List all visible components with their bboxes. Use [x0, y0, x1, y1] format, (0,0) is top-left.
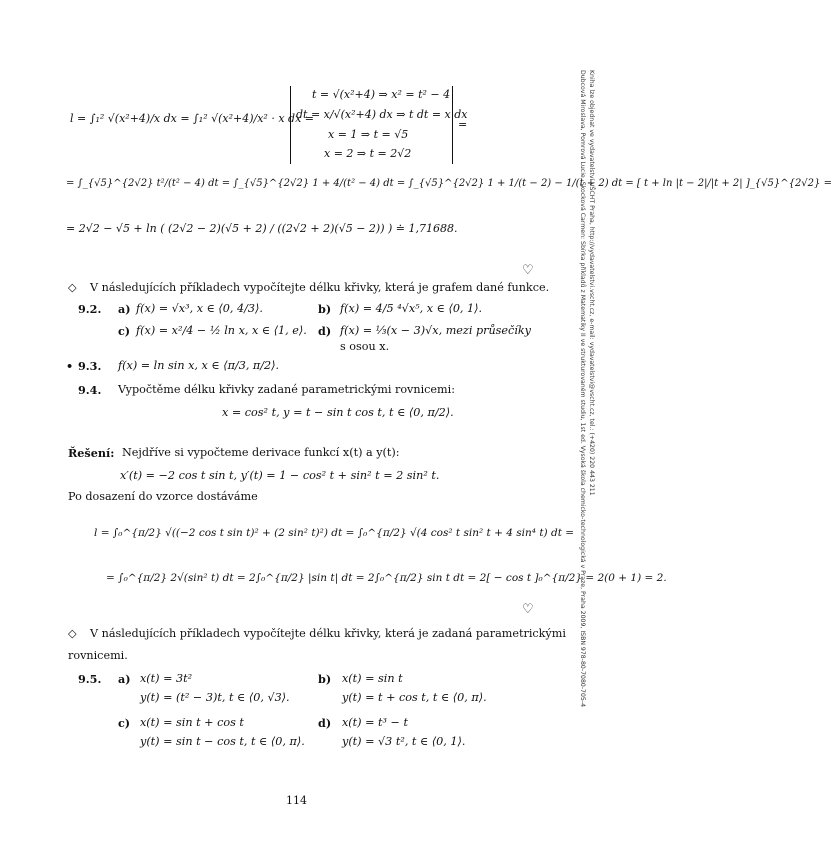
substitution-bar-right: [452, 86, 453, 164]
problem-9-5-number: 9.5.: [78, 672, 102, 686]
problem-9-5-d-label: d): [318, 716, 332, 730]
integral-line-2: = ∫_{√5}^{2√2} t²/(t² − 4) dt = ∫_{√5}^{2√2} 1 + 4/(t² − 4) dt = ∫_{√5}^{2√2} 1 + 1/(t − 2) − 1/(t + 2) dt = [ t + ln |t − 2|/|t + 2| ]_{√5}^{2√2} =: [66, 178, 832, 189]
problem-9-5-c1: x(t) = sin t + cos t: [140, 716, 244, 729]
substitution-4: x = 2 ⇒ t = 2√2: [324, 147, 412, 160]
section2-intro: V následujících příkladech vypočítejte délku křivky, která je zadaná parametrickými: [90, 627, 566, 640]
problem-9-5-b-label: b): [318, 672, 332, 686]
solution-text: Nejdříve si vypočteme derivace funkcí x(t) a y(t):: [122, 446, 400, 459]
problem-9-2-d-label: d): [318, 324, 332, 338]
problem-9-2-c: f(x) = x²/4 − ½ ln x, x ∈ ⟨1, e⟩.: [136, 324, 307, 337]
problem-9-2-number: 9.2.: [78, 302, 102, 316]
citation-sidebar: [560, 70, 595, 790]
problem-9-2-d-cont: s osou x.: [340, 340, 390, 353]
problem-9-4-number: 9.4.: [78, 383, 102, 397]
end-of-solution-heart-2: ♡: [522, 602, 534, 617]
solution-length-1: l = ∫₀^{π/2} √((−2 cos t sin t)² + (2 sin² t)²) dt = ∫₀^{π/2} √(4 cos² t sin² t + 4 sin⁴ t) dt =: [94, 527, 575, 539]
substitution-2: dt = x/√(x²+4) dx ⇒ t dt = x dx: [296, 108, 468, 121]
problem-9-2-d: f(x) = ⅓(x − 3)√x, mezi průsečíky: [340, 324, 531, 337]
solution-length-2: = ∫₀^{π/2} 2√(sin² t) dt = 2∫₀^{π/2} |sin t| dt = 2∫₀^{π/2} sin t dt = 2[ − cos t ]₀^{π/2} = 2(0 + 1) = 2.: [106, 572, 667, 584]
problem-9-5-b2: y(t) = t + cos t, t ∈ ⟨0, π⟩.: [342, 691, 487, 704]
problem-9-2-a: f(x) = √x³, x ∈ ⟨0, 4/3⟩.: [136, 302, 263, 315]
citation-line-1: Dubcová Miroslava, Pomrová Lucie, Skocková Carmen: Sbírka příkladů z Matematiky II ve strukturovaném studiu, 1st ed. Vysoká škola chemicko-technologická v Praze, Praha 2009, ISBN 978-80-7080-705-4: [579, 70, 586, 708]
section2-intro-cont: rovnicemi.: [68, 649, 128, 662]
integral-eq-end: =: [458, 118, 468, 131]
page-number: 114: [286, 794, 307, 807]
diamond-icon: ◇: [68, 281, 77, 294]
problem-9-5-b1: x(t) = sin t: [342, 672, 403, 685]
problem-9-5-d1: x(t) = t³ − t: [342, 716, 408, 729]
diamond-icon-2: ◇: [68, 627, 77, 640]
problem-9-5-a1: x(t) = 3t²: [140, 672, 193, 685]
substitution-1: t = √(x²+4) ⇒ x² = t² − 4: [312, 88, 451, 101]
integral-line-1: l = ∫₁² √(x²+4)/x dx = ∫₁² √(x²+4)/x² · x dx =: [70, 112, 314, 125]
problem-9-3: f(x) = ln sin x, x ∈ ⟨π/3, π/2⟩.: [118, 359, 280, 372]
problem-9-5-c2: y(t) = sin t − cos t, t ∈ ⟨0, π⟩.: [140, 735, 305, 748]
problem-9-4-text: Vypočtěme délku křivky zadané parametrickými rovnicemi:: [118, 383, 456, 396]
problem-9-2-c-label: c): [118, 324, 131, 338]
problem-9-5-a2: y(t) = (t² − 3)t, t ∈ ⟨0, √3⟩.: [140, 691, 290, 704]
solution-after: Po dosazení do vzorce dostáváme: [68, 490, 258, 503]
problem-9-5-a-label: a): [118, 672, 131, 686]
integral-line-3: = 2√2 − √5 + ln ( (2√2 − 2)(√5 + 2) / ((2√2 + 2)(√5 − 2)) ) ≐ 1,71688.: [66, 222, 458, 235]
substitution-3: x = 1 ⇒ t = √5: [328, 128, 409, 141]
bullet-icon: •: [66, 359, 74, 373]
problem-9-3-number: 9.3.: [78, 359, 102, 373]
problem-9-2-b-label: b): [318, 302, 332, 316]
problem-9-2-b: f(x) = 4/5 ⁴√x⁵, x ∈ ⟨0, 1⟩.: [340, 302, 483, 315]
substitution-bar-left: [290, 86, 291, 164]
solution-label: Řešení:: [68, 446, 115, 460]
section1-intro: V následujících příkladech vypočítejte délku křivky, která je grafem dané funkce.: [90, 281, 550, 294]
solution-derivatives: x′(t) = −2 cos t sin t, y′(t) = 1 − cos² t + sin² t = 2 sin² t.: [120, 469, 440, 482]
problem-9-5-c-label: c): [118, 716, 131, 730]
problem-9-5-d2: y(t) = √3 t², t ∈ ⟨0, 1⟩.: [342, 735, 466, 748]
end-of-solution-heart: ♡: [522, 263, 534, 278]
problem-9-2-a-label: a): [118, 302, 131, 316]
citation-line-2: Kniha lze objednat ve vydavatelství VŠCHT Praha, http://vydavatelstvi.vscht.cz, e-mail: vydavatelstvi@vscht.cz, tel.: (+420) 220 443 211: [588, 70, 595, 496]
problem-9-4-eq: x = cos² t, y = t − sin t cos t, t ∈ ⟨0, π/2⟩.: [222, 406, 454, 419]
